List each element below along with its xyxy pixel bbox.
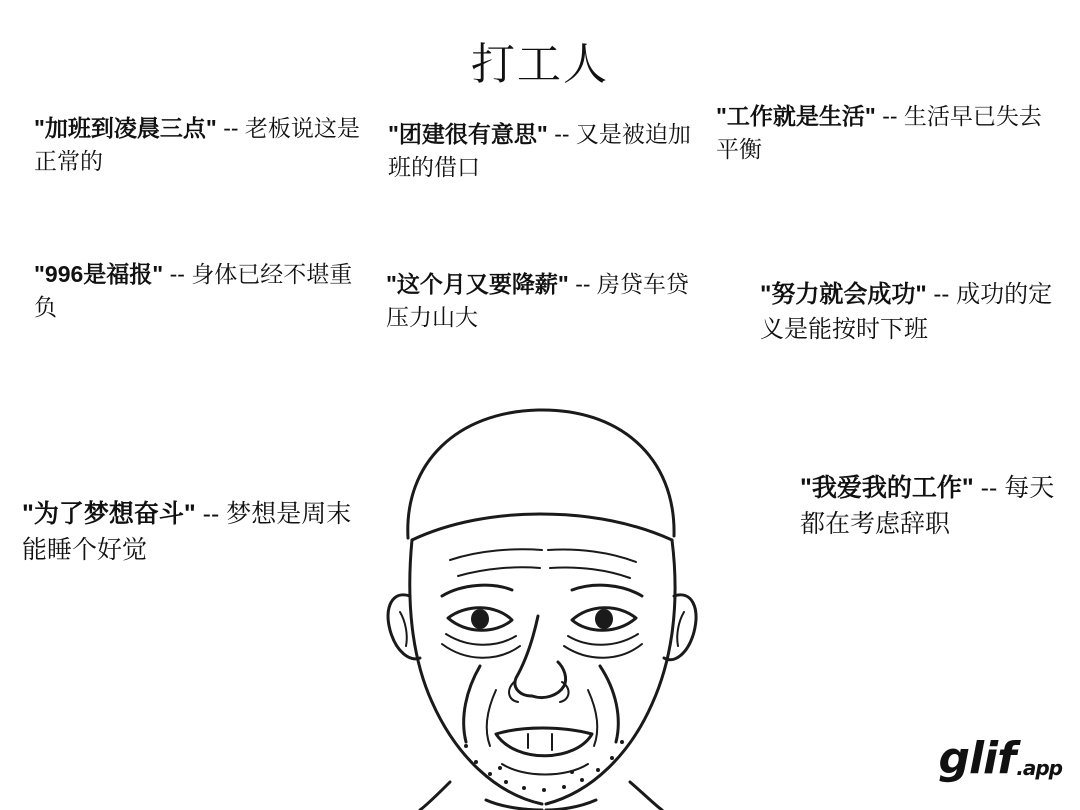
caption-8-rest: -- 每天都在考虑辞职 — [800, 474, 1055, 539]
caption-7-quote: "为了梦想奋斗" — [22, 500, 196, 528]
logo-main-text: glif — [938, 733, 1016, 784]
caption-1-rest: -- 老板说这是正常的 — [34, 115, 360, 175]
caption-3-rest: -- 生活早已失去平衡 — [716, 103, 1042, 163]
caption-8-quote: "我爱我的工作" — [800, 474, 974, 502]
caption-6-rest: -- 成功的定义是能按时下班 — [760, 281, 1053, 343]
caption-3 — [716, 100, 1056, 167]
caption-2 — [388, 118, 698, 185]
caption-1 — [34, 112, 364, 179]
caption-3-quote: "工作就是生活" — [716, 103, 876, 129]
caption-4-rest: -- 身体已经不堪重负 — [34, 261, 353, 321]
logo-sub-text: .app — [1016, 756, 1062, 780]
wojak-old-man-face-image — [300, 390, 780, 810]
caption-4 — [34, 258, 364, 325]
caption-8 — [800, 470, 1060, 543]
caption-2-rest: -- 又是被迫加班的借口 — [388, 121, 691, 181]
caption-2-quote: "团建很有意思" — [388, 121, 548, 147]
caption-6-quote: "努力就会成功" — [760, 281, 927, 308]
glif-logo — [938, 733, 1062, 784]
caption-5-rest: -- 房贷车贷压力山大 — [386, 271, 689, 331]
caption-5-quote: "这个月又要降薪" — [386, 271, 569, 297]
caption-7-rest: -- 梦想是周末能睡个好觉 — [22, 500, 352, 565]
caption-6 — [760, 278, 1060, 348]
caption-4-quote: "996是福报" — [34, 261, 164, 287]
caption-5 — [386, 268, 696, 335]
caption-1-quote: "加班到凌晨三点" — [34, 115, 217, 141]
meme-title: 打工人 — [471, 40, 609, 89]
